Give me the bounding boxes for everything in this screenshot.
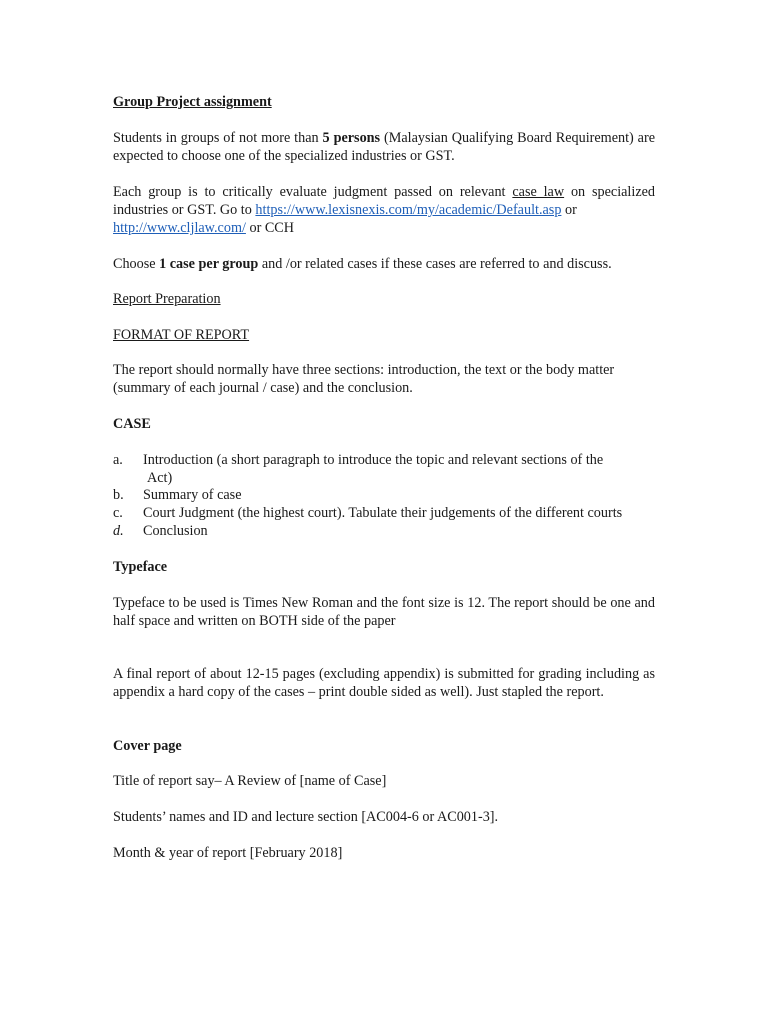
cover-page-heading: Cover page [113, 738, 182, 754]
list-item [113, 451, 655, 487]
report-preparation-heading: Report Preparation [113, 291, 221, 307]
list-marker: a. [113, 452, 123, 468]
paragraph-choose-case [113, 255, 655, 273]
text: and /or related cases if these cases are referred to and discuss. [258, 256, 612, 272]
paragraph-typeface: Typeface to be used is Times New Roman and the font size is 12. The report should be one and half space and written on BOTH side of the paper [113, 595, 655, 629]
list-item [113, 504, 655, 522]
list-marker: c. [113, 505, 123, 521]
text: Choose [113, 256, 160, 272]
text: (Malaysian Qualifying Board Requirement) are expected to choose one of the specialized industries or GST. [113, 130, 655, 164]
typeface-heading: Typeface [113, 559, 168, 575]
cljlaw-link[interactable]: http://www.cljlaw.com/ [113, 220, 246, 236]
paragraph-group-size [113, 129, 655, 165]
list-item [113, 486, 655, 504]
bold-text: 5 persons [322, 130, 381, 146]
case-heading: CASE [113, 416, 151, 432]
text: Act) [147, 470, 173, 486]
list-item [113, 522, 655, 540]
cover-item-students: Students’ names and ID and lecture section [AC004-6 or AC001-3]. [113, 809, 499, 825]
paragraph-three-sections: The report should normally have three sections: introduction, the text or the body matter (summary of each journal / case) and the conclusion. [113, 362, 615, 396]
text: on specialized industries or GST. Go to [113, 184, 656, 218]
list-text [143, 451, 655, 487]
lexisnexis-link[interactable]: https://www.lexisnexis.com/my/academic/Default.asp [255, 202, 562, 218]
text: or CCH [245, 220, 295, 236]
list-marker: b. [113, 487, 124, 503]
paragraph-final-report: A final report of about 12-15 pages (excluding appendix) is submitted for grading including as appendix a hard copy of the cases – print double sided as well). Just stapled the report. [113, 666, 655, 700]
text: Each group is to critically evaluate judgment passed on relevant [113, 184, 513, 200]
document-title: Group Project assignment [113, 94, 272, 110]
text: Introduction (a short paragraph to introduce the topic and relevant sections of the [143, 452, 604, 468]
cover-item-title: Title of report say– A Review of [name of Case] [113, 773, 387, 789]
list-text: Conclusion [143, 523, 208, 539]
cover-item-month-year: Month & year of report [February 2018] [113, 845, 343, 861]
list-text: Court Judgment (the highest court). Tabulate their judgements of the different courts [143, 505, 623, 521]
list-marker: d. [113, 523, 124, 539]
underlined-text: case law [512, 184, 565, 200]
text: or [561, 202, 577, 218]
paragraph-evaluate-judgment [113, 183, 655, 237]
bold-text: 1 case per group [159, 256, 259, 272]
format-of-report-heading: FORMAT OF REPORT [113, 327, 250, 343]
text: Students in groups of not more than [113, 130, 323, 146]
list-text: Summary of case [143, 487, 242, 503]
